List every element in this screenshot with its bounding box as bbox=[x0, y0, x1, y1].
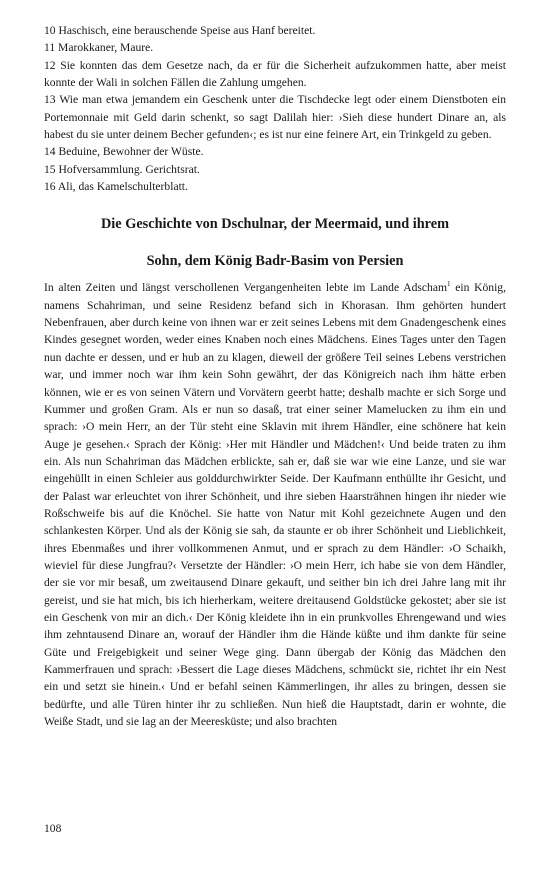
story-text-rest: ein König, namens Schahriman, und seine Residenz befand sich in Khorasan. Ihm gehörten hundert Nebenfrauen, aber durch keine von ihnen war er zeit seines Lebens mit dem Gnadengeschenk eines Kindes gesegnet worden, weder eines Knaben noch eines Mädchens. Eines Tages unter den Tagen nun dachte er dessen, und er hub an zu klagen, dieweil der größere Teil seines Lebens verstrichen war, und immer noch war ihm kein Sohn gewährt, der das Königreich nach ihm hätte erben können, wie er es von seinen Vätern und Vorvätern geerbt hatte; deshalb machte er sich Sorge und Kummer und großen Gram. Als er nun so dasaß, trat einer seiner Mamelucken zu ihm ein und sprach: ›O mein Herr, an der Tür steht eine Sklavin mit ihrem Händler, eine schönere hat kein Auge je gesehen.‹ Sprach der König: ›Her mit Händler und Mädchen!‹ Und beide traten zu ihm ein. Als nun Schahriman das Mädchen erblickte, sah er, daß sie war wie eine Lanze, und sie war eingehüllt in einen Schleier aus golddurchwirkter Seide. Der Kaufmann enthüllte ihr Gesicht, und der Palast war erleuchtet von ihrer Schönheit, und ihre sieben Haarsträhnen hingen ihr nieder wie Roßschweife bis auf die Knöchel. Sie hatte von Natur mit Kohl gezeichnete Augen und den schlankesten Körper. Und als der König sie sah, da staunte er ob ihrer Schönheit und Lieblichkeit, ihres Ebenmaßes und ihrer vollkommenen Anmut, und er sprach zu dem Händler: ›O Schaikh, wieviel für diese Jungfrau?‹ Versetzte der Händler: ›O mein Herr, ich habe sie von dem Händler, der sie vor mir besaß, um zweitausend Dinare gekauft, und seither bin ich drei Jahre lang mit ihr gereist, und sie hat mich, bis ich hierherkam, weitere dreitausend Goldstücke gekostet; aber sie ist ein Geschenk von mir an dich.‹ Der König kleidete ihn in ein prunkvolles Ehrengewand und wies ihm zehntausend Dinare an, worauf der Händler ihm die Hände küßte und ihm dankte für seine Güte und Freigebigkeit und seiner Wege ging. Dann übergab der König das Mädchen den Kammerfrauen und sprach: ›Bessert die Lage dieses Mädchens, schmückt sie, richtet ihr ein Nest ein und setzt sie hinein.‹ Und er befahl seinen Kämmerlingen, ihr alles zu bringen, dessen sie bedürfte, und alle Türen hinter ihr zu schließen. Nun hieß die Hauptstadt, darin er wohnte, die Weiße Stadt, und sie lag an der Meeresküste; und also brachten bbox=[44, 281, 506, 729]
chapter-title-line-1: Die Geschichte von Dschulnar, der Meermaid, und ihrem bbox=[100, 216, 450, 233]
footnote-14: 14 Beduine, Bewohner der Wüste. bbox=[44, 145, 204, 159]
footnote-13: 13 Wie man etwa jemandem ein Geschenk unter die Tischdecke legt oder einem Dienstboten ein Portemonnaie mit Geld darin schenkt, so sagt Dalilah hier: ›Sieh diese hundert Dinare an, als habest du sie unter deinem Becher gefunden‹; es ist nur eine feinere Art, ein Trinkgeld zu geben. bbox=[44, 93, 506, 142]
footnote-11: 11 Marokkaner, Maure. bbox=[44, 41, 154, 55]
page-content bbox=[44, 22, 506, 730]
footnote-12: 12 Sie konnten das dem Gesetze nach, da er für die Sicherheit aufzukommen hatte, aber meist konnte der Wali in solchen Fällen die Zahlung umgehen. bbox=[44, 58, 506, 90]
footnote-10: 10 Haschisch, eine berauschende Speise aus Hanf bereitet. bbox=[44, 24, 316, 37]
story-paragraph bbox=[44, 279, 506, 730]
story-text-start: In alten Zeiten und längst verschollenen Vergangenheiten lebte im Lande Adscham bbox=[44, 281, 447, 295]
chapter-title-line-2: Sohn, dem König Badr-Basim von Persien bbox=[146, 253, 404, 270]
footnote-marker: 1 bbox=[446, 280, 451, 289]
footnote-15: 15 Hofversammlung. Gerichtsrat. bbox=[44, 162, 200, 176]
page-number: 108 bbox=[44, 822, 62, 835]
footnote-16: 16 Ali, das Kamelschulterblatt. bbox=[44, 180, 188, 194]
